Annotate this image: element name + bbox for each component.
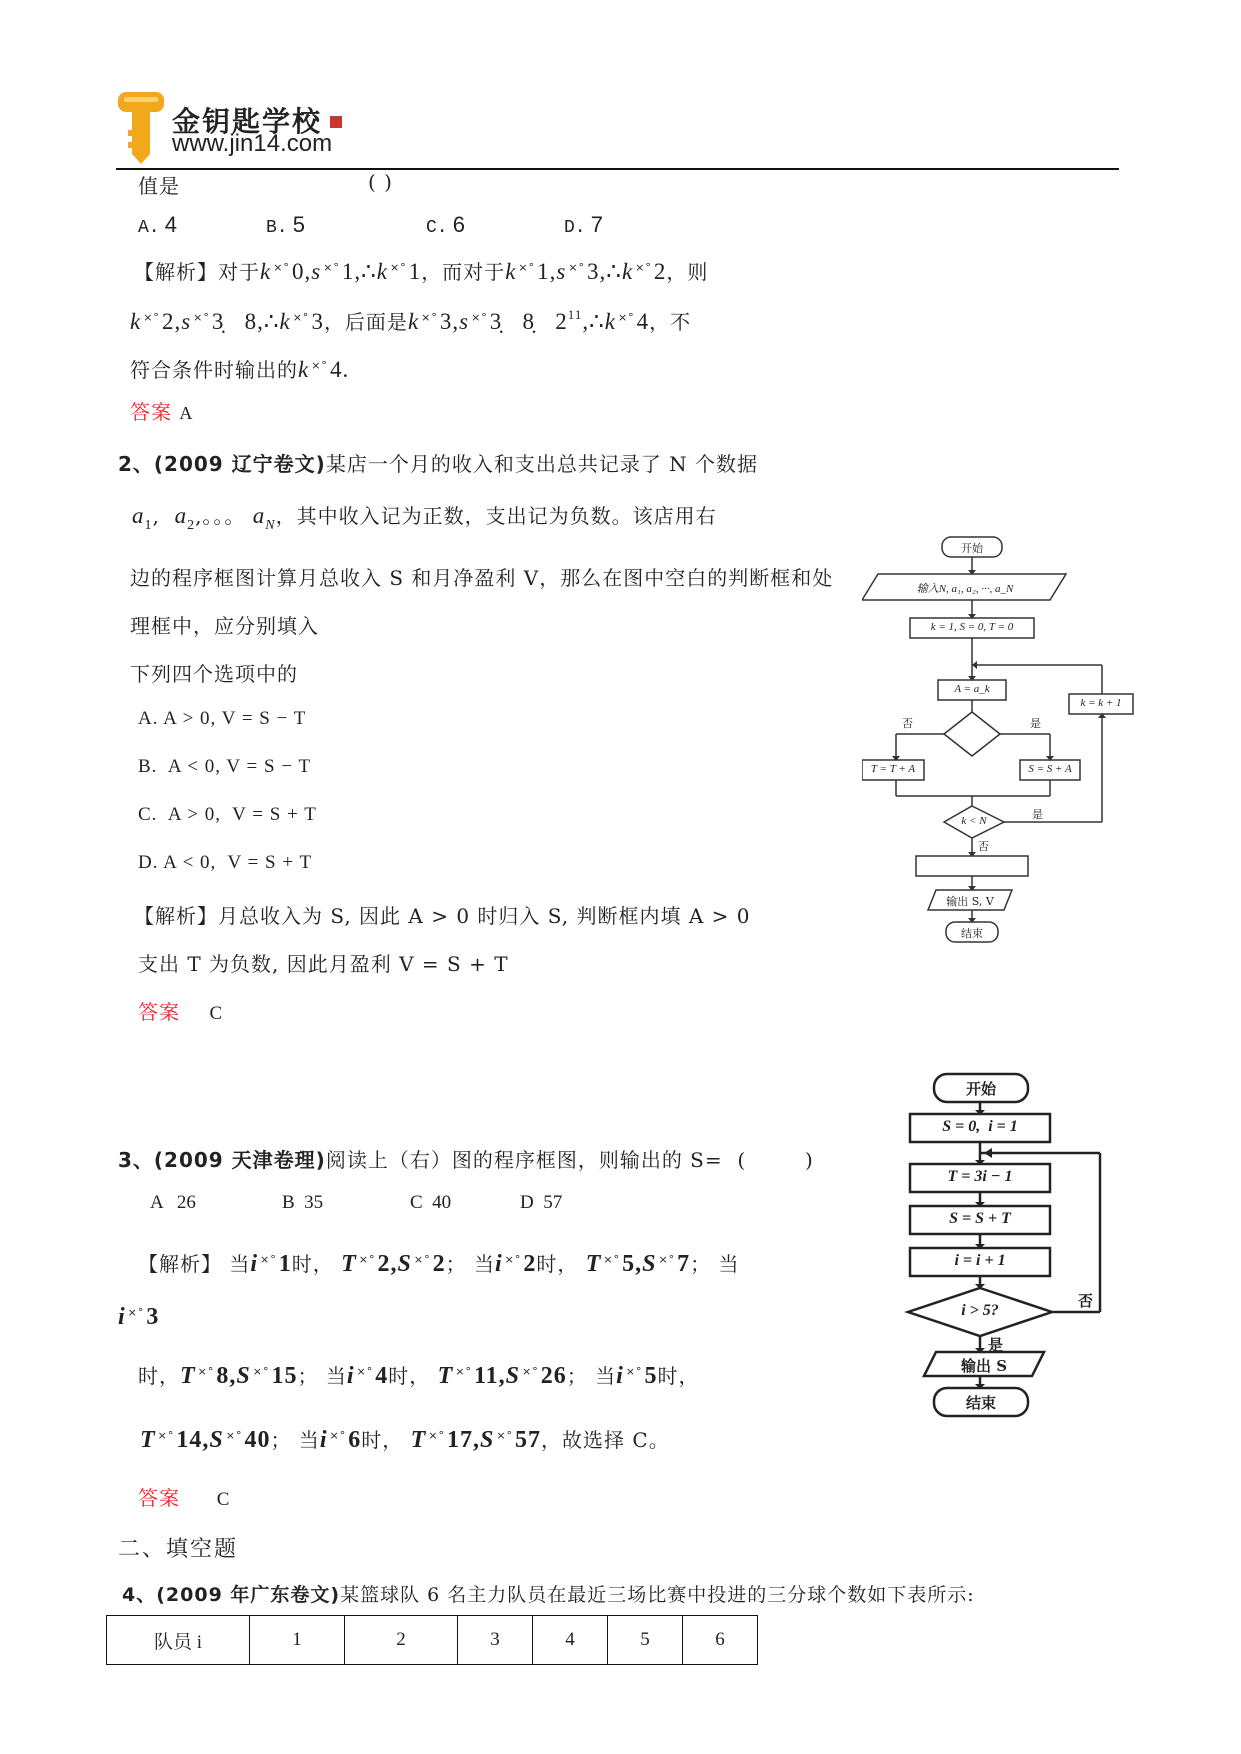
q3-stem: 3、(2009 天津卷理)阅读上（右）图的程序框图，则输出的 S= ( )	[118, 1148, 814, 1172]
q2-fc-start: 开始	[961, 542, 983, 555]
q2-flowchart-lines	[862, 530, 1142, 990]
q4-table	[106, 1615, 758, 1665]
q3-fc-no-label: 否	[1078, 1292, 1094, 1310]
q2-option-c: C. A > 0, V = S + T	[138, 804, 317, 825]
q2-fc-cond-yes: 是	[1032, 808, 1043, 821]
q2-fc-init: k = 1, S = 0, T = 0	[930, 621, 1014, 633]
q3-fc-step1: T = 3i − 1	[947, 1168, 1013, 1185]
q1-option-a: A. 4	[138, 212, 177, 238]
q2-fc-yes-label: 是	[1030, 717, 1041, 730]
q3-fc-step3: i = i + 1	[954, 1252, 1006, 1269]
logo-seal-icon	[330, 116, 342, 128]
logo-chinese-name: 金钥匙学校	[172, 105, 323, 138]
q2-stem-line-2: $a_1$, $a_2$,。。。 $a_N$，其中收入记为正数，支出记为负数。该店用右	[132, 503, 717, 533]
q2-fc-input: 输入N, a₁, a₂, ···, a_N	[916, 583, 1014, 595]
table-header-cell: 4	[533, 1616, 608, 1665]
section-2-title: 二、填空题	[118, 1537, 239, 1562]
q2-option-d: D. A < 0, V = S + T	[138, 852, 313, 873]
q3-fc-output: 输出 S	[960, 1357, 1008, 1375]
q3-flowchart	[880, 1050, 1120, 1420]
q3-fc-start: 开始	[965, 1080, 996, 1098]
q2-stem-line-4: 理框中，应分别填入	[130, 614, 319, 638]
q1-option-b: B. 5	[266, 212, 305, 238]
q3-analysis-line-4: T ×°14,S ×°40； 当i ×°6时， T ×°17,S ×°57，故选择 C。	[140, 1427, 670, 1453]
q3-analysis-line-3: 时，T ×°8,S ×°15； 当i ×°4时， T ×°11,S ×°26； 当i ×°5时，	[138, 1363, 700, 1389]
q3-fc-yes-label: 是	[988, 1336, 1004, 1354]
table-header-cell: 6	[683, 1616, 758, 1665]
q2-stem-line-5: 下列四个选项中的	[130, 662, 298, 686]
q4-stem: 4、(2009 年广东卷文)某篮球队 6 名主力队员在最近三场比赛中投进的三分球个数如下表所示:	[122, 1584, 975, 1606]
table-header-cell: 2	[345, 1616, 458, 1665]
q3-fc-init: S = 0, i = 1	[942, 1118, 1018, 1135]
q2-analysis-line-2: 支出 T 为负数, 因此月盈利 V = S + T	[138, 952, 509, 976]
q2-flowchart	[862, 530, 1142, 990]
q1-option-c: C. 6	[426, 212, 465, 238]
q2-option-b: B. A < 0, V = S − T	[138, 756, 312, 777]
q3-fc-end: 结束	[965, 1394, 996, 1412]
q3-fc-step2: S = S + T	[949, 1210, 1011, 1227]
q2-fc-right-box: S = S + A	[1028, 763, 1072, 775]
q1-option-d: D. 7	[564, 212, 603, 238]
q2-stem-line-3: 边的程序框图计算月总收入 S 和月净盈利 V，那么在图中空白的判断框和处	[130, 566, 834, 590]
q3-analysis-line-2: i ×°3	[118, 1304, 160, 1330]
header-divider	[116, 168, 1119, 170]
q1-analysis-line-3: 符合条件时输出的k ×°4.	[130, 357, 350, 382]
table-header-cell: 5	[608, 1616, 683, 1665]
q3-option-c: C 40	[410, 1192, 452, 1213]
q2-fc-end: 结束	[961, 927, 983, 940]
table-header-cell: 3	[458, 1616, 533, 1665]
q1-answer-paren: ( )	[368, 170, 393, 194]
q2-fc-cond-no: 否	[978, 840, 989, 853]
q2-answer: 答案 C	[138, 1000, 224, 1024]
q2-fc-loop-box: k = k + 1	[1080, 697, 1122, 709]
q3-fc-cond: i > 5?	[961, 1302, 999, 1319]
q2-stem-line-1: 2、(2009 辽宁卷文)某店一个月的收入和支出总共记录了 N 个数据	[118, 452, 759, 476]
q1-analysis-line-2: k ×°2,s ×°3̣ 8,∴k ×°3，后面是k ×°3,s ×°3̣ 8̣ $2^{11},\therefore k$ ×°4，不	[130, 307, 692, 334]
q2-fc-no-label: 否	[902, 717, 913, 730]
key-logo-icon	[116, 88, 166, 166]
q2-fc-assign: A = a_k	[954, 683, 990, 695]
q3-analysis-line-1: 【解析】 当i ×°1时， T ×°2,S ×°2； 当i ×°2时， T ×°5,S ×°7； 当	[138, 1251, 740, 1277]
q2-analysis-line-1: 【解析】月总收入为 S, 因此 A > 0 时归入 S, 判断框内填 A > 0	[134, 904, 751, 928]
q3-option-a: A 26	[150, 1192, 196, 1213]
q2-fc-output: 输出 S, V	[946, 895, 994, 908]
q1-analysis-line-1: 【解析】对于k ×°0,s ×°1,∴k ×°1，而对于k ×°1,s ×°3,∴k ×°2，则	[134, 259, 709, 284]
q2-option-a: A. A > 0, V = S − T	[138, 708, 307, 729]
logo-url: www.jin14.com	[172, 130, 333, 157]
table-header-cell: 队员 i	[107, 1616, 250, 1665]
q2-fc-cond: k < N	[961, 815, 987, 827]
q3-option-b: B 35	[282, 1192, 324, 1213]
q2-fc-left-box: T = T + A	[870, 763, 916, 775]
table-header-cell: 1	[250, 1616, 345, 1665]
q3-option-d: D 57	[520, 1192, 563, 1213]
q1-answer: 答案 A	[130, 400, 194, 424]
q1-stem-tail: 值是	[138, 174, 180, 198]
table-row	[107, 1616, 758, 1665]
q3-answer: 答案 C	[138, 1486, 231, 1510]
